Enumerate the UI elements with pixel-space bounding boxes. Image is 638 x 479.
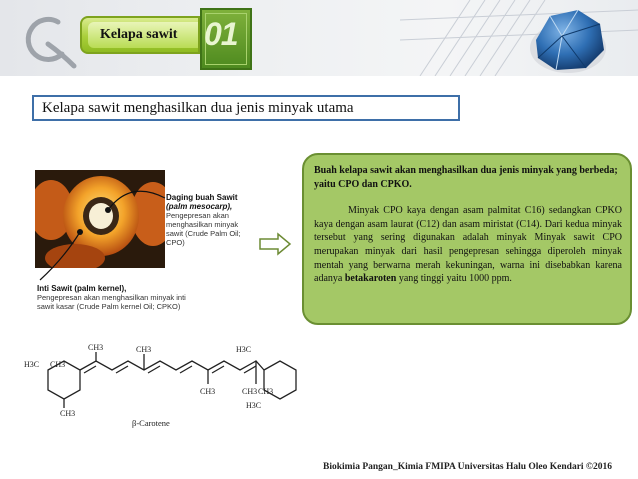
crumpled-paper-image (520, 6, 610, 76)
header-title: Kelapa sawit (100, 27, 178, 42)
mol-label: CH3 (200, 387, 216, 396)
mol-label: CH3 (136, 345, 152, 354)
label-kernel (37, 284, 237, 311)
label-mesocarp-line: sawit (Crude Palm Oil; (166, 229, 241, 238)
mol-label: CH3 (60, 409, 76, 418)
mol-label: CH3 (88, 343, 104, 352)
mol-label: H3C (236, 345, 252, 354)
mol-label: CH3 (258, 387, 274, 396)
logo-swirl-icon (18, 14, 78, 72)
slide-number: 01 (204, 16, 238, 52)
label-mesocarp-line: menghasilkan minyak (166, 220, 239, 229)
label-mesocarp-line: Pengepresan akan (166, 211, 229, 220)
callout-body-part2: yang tinggi yaitu 1000 ppm. (396, 273, 512, 285)
label-mesocarp-line: CPO) (166, 238, 185, 247)
label-mesocarp-italic: (palm mesocarp), (166, 202, 233, 211)
subtitle-box (32, 95, 460, 121)
callout-text (314, 164, 622, 286)
right-arrow-icon (258, 232, 292, 256)
label-kernel-line: sawit kasar (Crude Palm kernel Oil; CPKO) (37, 302, 181, 311)
mol-label: CH3 (242, 387, 258, 396)
callout-body-part1: Minyak CPO kaya dengan asam palmitat C16) sedangkan CPKO kaya dengan asam laurat (C12) dan asam miristat (C14). Dari kedua minyak tersebut yang sering digunakan adalah minyak Minyak sawit CPO merupakan minyak dari hasil pengepresan sehingga diperoleh minyak mentah yang berwarna merah kekuningan, warna ini disebabkan karena adanya (314, 205, 622, 285)
mol-label: CH3 (50, 360, 66, 369)
label-kernel-line: Pengepresan akan menghasilkan minyak inti (37, 293, 186, 302)
molecule-name: β-Carotene (132, 418, 170, 428)
mol-label: H3C (246, 401, 262, 410)
label-mesocarp (166, 193, 258, 247)
palm-fruit-photo (35, 170, 165, 268)
callout-body-bold: betakaroten (344, 273, 397, 285)
footer-credit: Biokimia Pangan_Kimia FMIPA Universitas Halu Oleo Kendari ©2016 (323, 462, 613, 472)
callout-body (314, 204, 622, 286)
beta-carotene-structure (20, 340, 310, 440)
mol-label: H3C (24, 360, 40, 369)
callout-head: Buah kelapa sawit akan menghasilkan dua jenis minyak yang berbeda; yaitu CPO dan CPKO. (314, 165, 618, 190)
label-mesocarp-title: Daging buah Sawit (166, 193, 238, 202)
subtitle-text: Kelapa sawit menghasilkan dua jenis minyak utama (42, 100, 354, 116)
label-kernel-title: Inti Sawit (palm kernel), (37, 284, 127, 293)
